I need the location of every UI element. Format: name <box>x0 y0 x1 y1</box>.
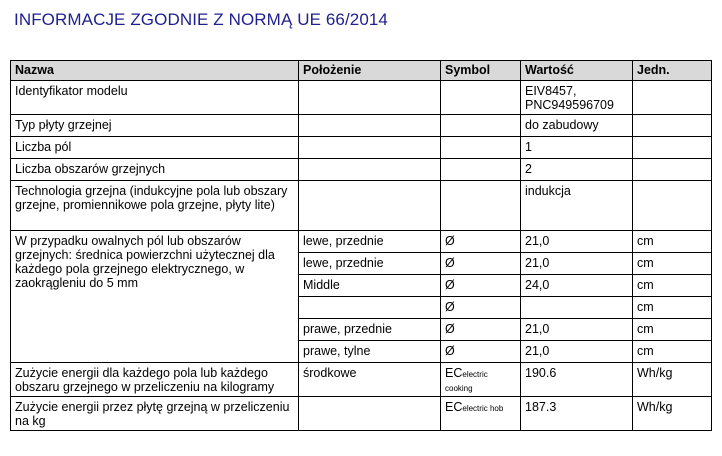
diameter-position: prawe, tylne <box>299 341 441 363</box>
diameter-position: Middle <box>299 275 441 297</box>
energy-per-zone-unit: Wh/kg <box>633 363 712 397</box>
table-header-row <box>11 61 712 81</box>
diameter-position: lewe, przednie <box>299 231 441 253</box>
hob-type-value: do zabudowy <box>521 115 633 137</box>
technology-label: Technologia grzejna (indukcyjne pola lub obszary grzejne, promiennikowe pola grzejne, płyty lite) <box>11 181 299 231</box>
table-row <box>11 231 712 253</box>
table-row <box>11 115 712 137</box>
table-row <box>11 159 712 181</box>
diameter-unit: cm <box>633 297 712 319</box>
hob-type-label: Typ płyty grzejnej <box>11 115 299 137</box>
header-position: Położenie <box>299 61 441 81</box>
energy-hob-symbol: ECelectric hob <box>441 397 521 431</box>
diameter-label: W przypadku owalnych pól lub obszarów grzejnych: średnica powierzchni użytecznej dla każdego pola grzejnego elektrycznego, w zaokrągleniu do 5 mm <box>11 231 299 363</box>
table-row <box>11 137 712 159</box>
model-id-value: EIV8457, PNC949596709 <box>521 81 633 115</box>
table-row <box>11 81 712 115</box>
diameter-position <box>299 297 441 319</box>
diameter-position: prawe, przednie <box>299 319 441 341</box>
diameter-unit: cm <box>633 231 712 253</box>
table-row <box>11 397 712 431</box>
diameter-symbol: Ø <box>441 275 521 297</box>
page-title: INFORMACJE ZGODNIE Z NORMĄ UE 66/2014 <box>14 10 388 29</box>
header-value: Wartość <box>521 61 633 81</box>
diameter-symbol: Ø <box>441 231 521 253</box>
diameter-symbol: Ø <box>441 253 521 275</box>
diameter-unit: cm <box>633 275 712 297</box>
diameter-unit: cm <box>633 319 712 341</box>
header-symbol: Symbol <box>441 61 521 81</box>
diameter-symbol: Ø <box>441 297 521 319</box>
energy-hob-value: 187.3 <box>521 397 633 431</box>
areas-count-label: Liczba obszarów grzejnych <box>11 159 299 181</box>
header-name: Nazwa <box>11 61 299 81</box>
energy-per-zone-symbol: ECelectric cooking <box>441 363 521 397</box>
diameter-symbol: Ø <box>441 341 521 363</box>
diameter-value: 21,0 <box>521 253 633 275</box>
diameter-value: 21,0 <box>521 341 633 363</box>
model-id-label: Identyfikator modelu <box>11 81 299 115</box>
diameter-value: 21,0 <box>521 319 633 341</box>
diameter-symbol: Ø <box>441 319 521 341</box>
energy-per-zone-position: środkowe <box>299 363 441 397</box>
energy-hob-unit: Wh/kg <box>633 397 712 431</box>
diameter-position: lewe, przednie <box>299 253 441 275</box>
table-row <box>11 181 712 231</box>
diameter-value: 24,0 <box>521 275 633 297</box>
header-unit: Jedn. <box>633 61 712 81</box>
energy-hob-label: Zużycie energii przez płytę grzejną w przeliczeniu na kg <box>11 397 299 431</box>
energy-per-zone-value: 190.6 <box>521 363 633 397</box>
technology-value: indukcja <box>521 181 633 231</box>
table-row <box>11 363 712 397</box>
diameter-unit: cm <box>633 253 712 275</box>
energy-per-zone-label: Zużycie energii dla każdego pola lub każdego obszaru grzejnego w przeliczeniu na kilogramy <box>11 363 299 397</box>
energy-info-table <box>10 60 712 431</box>
areas-count-value: 2 <box>521 159 633 181</box>
zones-count-value: 1 <box>521 137 633 159</box>
diameter-value <box>521 297 633 319</box>
diameter-unit: cm <box>633 341 712 363</box>
diameter-value: 21,0 <box>521 231 633 253</box>
zones-count-label: Liczba pól <box>11 137 299 159</box>
